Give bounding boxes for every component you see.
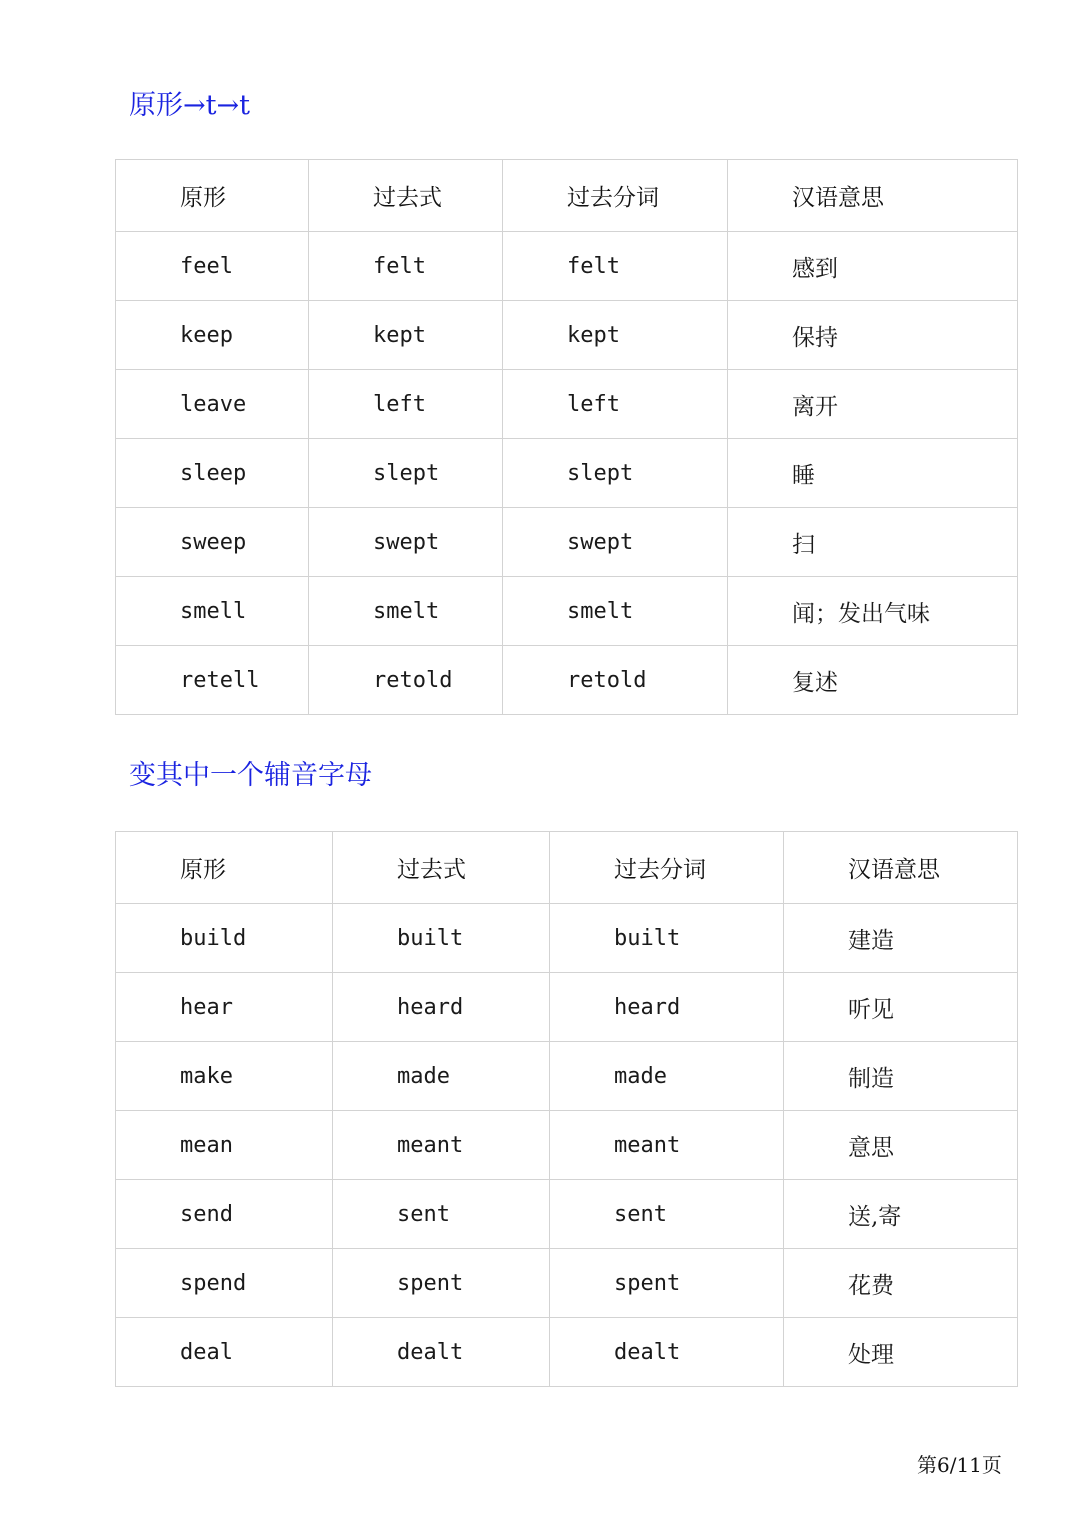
- table-row: [116, 1042, 1018, 1111]
- past-tense-cell: felt: [309, 232, 503, 301]
- past-tense-cell: sent: [333, 1180, 550, 1249]
- base-form-cell: send: [116, 1180, 333, 1249]
- table-row: [116, 973, 1018, 1042]
- past-tense-cell: spent: [333, 1249, 550, 1318]
- past-participle-cell: meant: [550, 1111, 784, 1180]
- table-row: [116, 577, 1018, 646]
- past-participle-cell: slept: [503, 439, 728, 508]
- verb-table-t-t: [115, 159, 1018, 715]
- chinese-meaning-cell: 意思: [784, 1111, 1018, 1180]
- table-row: [116, 1111, 1018, 1180]
- chinese-meaning-cell: 制造: [784, 1042, 1018, 1111]
- chinese-meaning-cell: 睡: [728, 439, 1018, 508]
- chinese-meaning-cell: 处理: [784, 1318, 1018, 1387]
- chinese-meaning-cell: 闻；发出气味: [728, 577, 1018, 646]
- chinese-meaning-cell: 感到: [728, 232, 1018, 301]
- base-form-cell: sweep: [116, 508, 309, 577]
- past-tense-cell: swept: [309, 508, 503, 577]
- past-tense-cell: left: [309, 370, 503, 439]
- past-participle-cell: sent: [550, 1180, 784, 1249]
- table-header-row: [116, 832, 1018, 904]
- past-tense-cell: built: [333, 904, 550, 973]
- base-form-cell: keep: [116, 301, 309, 370]
- past-tense-cell: dealt: [333, 1318, 550, 1387]
- column-header: 原形: [116, 160, 309, 232]
- table-row: [116, 646, 1018, 715]
- table-row: [116, 370, 1018, 439]
- table-row: [116, 1318, 1018, 1387]
- chinese-meaning-cell: 扫: [728, 508, 1018, 577]
- base-form-cell: hear: [116, 973, 333, 1042]
- base-form-cell: sleep: [116, 439, 309, 508]
- table-row: [116, 1180, 1018, 1249]
- column-header: 过去分词: [503, 160, 728, 232]
- chinese-meaning-cell: 花费: [784, 1249, 1018, 1318]
- column-header: 过去式: [333, 832, 550, 904]
- past-participle-cell: spent: [550, 1249, 784, 1318]
- past-participle-cell: left: [503, 370, 728, 439]
- table-row: [116, 439, 1018, 508]
- base-form-cell: feel: [116, 232, 309, 301]
- past-participle-cell: heard: [550, 973, 784, 1042]
- past-tense-cell: slept: [309, 439, 503, 508]
- past-tense-cell: kept: [309, 301, 503, 370]
- base-form-cell: retell: [116, 646, 309, 715]
- past-participle-cell: dealt: [550, 1318, 784, 1387]
- table-row: [116, 301, 1018, 370]
- verb-table-consonant-change: [115, 831, 1018, 1387]
- past-participle-cell: retold: [503, 646, 728, 715]
- past-tense-cell: retold: [309, 646, 503, 715]
- column-header: 汉语意思: [728, 160, 1018, 232]
- chinese-meaning-cell: 离开: [728, 370, 1018, 439]
- section-title-t-t: 原形→t→t: [129, 90, 250, 121]
- past-participle-cell: smelt: [503, 577, 728, 646]
- past-tense-cell: heard: [333, 973, 550, 1042]
- chinese-meaning-cell: 听见: [784, 973, 1018, 1042]
- past-participle-cell: made: [550, 1042, 784, 1111]
- column-header: 过去式: [309, 160, 503, 232]
- past-tense-cell: meant: [333, 1111, 550, 1180]
- base-form-cell: mean: [116, 1111, 333, 1180]
- table-header-row: [116, 160, 1018, 232]
- table-row: [116, 1249, 1018, 1318]
- past-participle-cell: kept: [503, 301, 728, 370]
- table-row: [116, 904, 1018, 973]
- past-participle-cell: felt: [503, 232, 728, 301]
- base-form-cell: deal: [116, 1318, 333, 1387]
- past-participle-cell: swept: [503, 508, 728, 577]
- table-row: [116, 232, 1018, 301]
- chinese-meaning-cell: 建造: [784, 904, 1018, 973]
- chinese-meaning-cell: 保持: [728, 301, 1018, 370]
- past-tense-cell: smelt: [309, 577, 503, 646]
- chinese-meaning-cell: 送,寄: [784, 1180, 1018, 1249]
- chinese-meaning-cell: 复述: [728, 646, 1018, 715]
- base-form-cell: build: [116, 904, 333, 973]
- page-number: 第6/11页: [917, 1453, 1002, 1477]
- past-tense-cell: made: [333, 1042, 550, 1111]
- column-header: 过去分词: [550, 832, 784, 904]
- base-form-cell: leave: [116, 370, 309, 439]
- past-participle-cell: built: [550, 904, 784, 973]
- column-header: 原形: [116, 832, 333, 904]
- base-form-cell: smell: [116, 577, 309, 646]
- base-form-cell: make: [116, 1042, 333, 1111]
- section-title-consonant-change: 变其中一个辅音字母: [129, 760, 372, 791]
- table-row: [116, 508, 1018, 577]
- column-header: 汉语意思: [784, 832, 1018, 904]
- base-form-cell: spend: [116, 1249, 333, 1318]
